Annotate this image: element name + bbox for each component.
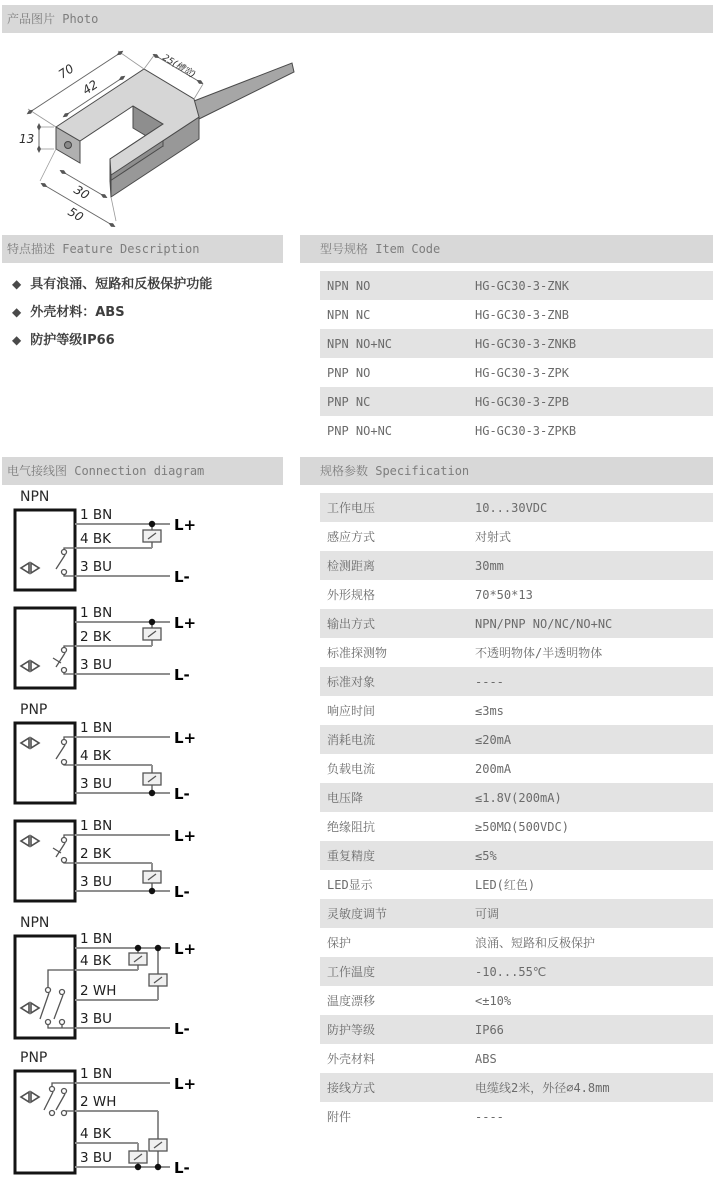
wiring-diagram-svg [12, 604, 212, 694]
svg-text:4 BK: 4 BK [80, 953, 111, 969]
row-label: 温度漂移 [327, 994, 376, 1008]
row-value: 浪涌、短路和反极保护 [475, 936, 596, 950]
row-value: ≥50MΩ(500VDC) [475, 819, 569, 834]
dim-slot-width: 30 [71, 182, 92, 203]
row-value: LED(红色) [475, 878, 536, 892]
item-code-table [320, 271, 713, 445]
row-label: 感应方式 [327, 530, 376, 544]
photo-section-header: 产品图片 Photo [2, 5, 713, 33]
row-label: PNP NO [327, 365, 371, 380]
connection-diagram [12, 489, 300, 600]
diagram-type-label: PNP [20, 1050, 48, 1066]
svg-text:L+: L+ [174, 827, 197, 845]
spec-table [320, 493, 713, 1131]
table-row [320, 271, 713, 300]
features-itemcode-section [2, 235, 713, 445]
svg-text:L+: L+ [174, 1075, 197, 1093]
row-label: 负载电流 [327, 762, 376, 776]
diamond-bullet-icon: ◆ [12, 305, 22, 319]
connection-diagram [12, 817, 300, 911]
row-label: 工作温度 [327, 965, 376, 979]
row-label: 重复精度 [327, 849, 376, 863]
diamond-bullet-icon: ◆ [12, 277, 22, 291]
specification-header: 规格参数 Specification [300, 457, 713, 485]
table-row [320, 416, 713, 445]
row-label: 灵敏度调节 [327, 907, 388, 921]
feature-item [12, 273, 300, 292]
row-label: 接线方式 [327, 1081, 376, 1095]
table-row [320, 928, 713, 957]
row-label: NPN NC [327, 307, 371, 322]
table-row [320, 812, 713, 841]
row-value: ≤3ms [475, 703, 504, 718]
row-value: ≤5% [475, 848, 497, 863]
svg-text:3 BU: 3 BU [80, 559, 113, 575]
row-value: 不透明物体/半透明物体 [475, 646, 603, 660]
svg-text:L-: L- [174, 666, 190, 684]
table-row [320, 783, 713, 812]
table-row [320, 754, 713, 783]
svg-text:3 BU: 3 BU [80, 874, 113, 890]
connection-diagram [12, 915, 300, 1046]
wiring-diagram-svg [12, 1067, 212, 1177]
connection-diagrams [12, 489, 300, 1181]
diagram-spec-section [2, 457, 713, 1185]
dim-length: 70 [55, 61, 77, 82]
row-label: NPN NO [327, 278, 371, 293]
row-value: NPN/PNP NO/NC/NO+NC [475, 616, 613, 631]
row-label: PNP NC [327, 394, 371, 409]
row-value: ---- [475, 1109, 504, 1124]
feature-text: 外壳材料：ABS [30, 305, 125, 320]
table-row [320, 551, 713, 580]
svg-text:1 BN: 1 BN [80, 818, 113, 834]
row-label: 绝缘阻抗 [327, 820, 376, 834]
table-row [320, 1015, 713, 1044]
feature-item [12, 301, 300, 320]
dim-width: 50 [65, 204, 86, 225]
row-label: 附件 [327, 1110, 352, 1124]
svg-text:L+: L+ [174, 729, 197, 747]
svg-text:1 BN: 1 BN [80, 605, 113, 621]
svg-text:L+: L+ [174, 614, 197, 632]
row-value: ---- [475, 674, 504, 689]
table-row [320, 638, 713, 667]
feature-list [12, 273, 300, 348]
svg-text:L-: L- [174, 1159, 190, 1177]
row-label: LED显示 [327, 878, 373, 892]
diagram-type-label: NPN [20, 489, 50, 505]
svg-text:L-: L- [174, 1020, 190, 1038]
dim-top-width: 25(槽宽) [160, 52, 197, 81]
svg-text:4 BK: 4 BK [80, 1126, 111, 1142]
row-value: HG-GC30-3-ZPKB [475, 423, 577, 438]
row-value: 30mm [475, 558, 504, 573]
table-row [320, 387, 713, 416]
product-drawing [6, 39, 326, 231]
diagram-type-label: PNP [20, 702, 48, 718]
feature-text: 防护等级IP66 [30, 333, 115, 348]
table-row [320, 841, 713, 870]
table-row [320, 609, 713, 638]
table-row [320, 725, 713, 754]
row-label: 标准对象 [327, 675, 376, 689]
led-indicator [65, 142, 72, 149]
features-header: 特点描述 Feature Description [2, 235, 283, 263]
svg-text:L-: L- [174, 785, 190, 803]
diagram-type-label: NPN [20, 915, 50, 931]
svg-text:3 BU: 3 BU [80, 657, 113, 673]
row-label: 外壳材料 [327, 1052, 376, 1066]
row-label: 标准探测物 [327, 646, 388, 660]
row-label: 电压降 [327, 791, 364, 805]
row-value: -10...55℃ [475, 964, 547, 979]
row-label: 保护 [327, 936, 352, 950]
row-value: 电缆线2米，外径∅4.8mm [475, 1081, 610, 1095]
diamond-bullet-icon: ◆ [12, 333, 22, 347]
table-row [320, 696, 713, 725]
table-row [320, 1073, 713, 1102]
product-photo-area [2, 33, 713, 233]
row-label: 消耗电流 [327, 733, 376, 747]
table-row [320, 493, 713, 522]
table-row [320, 870, 713, 899]
table-row [320, 522, 713, 551]
table-row [320, 358, 713, 387]
connection-diagram [12, 702, 300, 813]
row-label: 输出方式 [327, 617, 376, 631]
row-label: 检测距离 [327, 559, 376, 573]
row-label: PNP NO+NC [327, 423, 393, 438]
table-row [320, 667, 713, 696]
row-label: NPN NO+NC [327, 336, 393, 351]
datasheet-page [2, 5, 713, 1185]
item-code-header: 型号规格 Item Code [300, 235, 713, 263]
wiring-diagram-svg [12, 817, 212, 907]
svg-text:L-: L- [174, 568, 190, 586]
svg-text:2 WH: 2 WH [80, 1094, 117, 1110]
row-label: 工作电压 [327, 501, 376, 515]
row-value: 200mA [475, 761, 512, 776]
row-value: HG-GC30-3-ZNK [475, 278, 569, 293]
row-value: 70*50*13 [475, 587, 533, 602]
row-value: ABS [475, 1051, 497, 1066]
row-label: 防护等级 [327, 1023, 376, 1037]
svg-text:1 BN: 1 BN [80, 932, 113, 947]
row-value: <±10% [475, 993, 512, 1008]
row-value: HG-GC30-3-ZPK [475, 365, 569, 380]
wiring-diagram-svg [12, 932, 212, 1042]
table-row [320, 580, 713, 609]
svg-text:2 BK: 2 BK [80, 629, 111, 645]
wiring-diagram-svg [12, 719, 212, 809]
row-value: IP66 [475, 1022, 504, 1037]
dim-thickness: 13 [19, 132, 35, 146]
svg-text:1 BN: 1 BN [80, 720, 113, 736]
svg-text:1 BN: 1 BN [80, 1067, 113, 1082]
svg-text:1 BN: 1 BN [80, 507, 113, 523]
connection-diagram [12, 1050, 300, 1181]
row-value: ≤1.8V(200mA) [475, 790, 562, 805]
row-value: 10...30VDC [475, 500, 548, 515]
svg-text:3 BU: 3 BU [80, 776, 113, 792]
row-value: HG-GC30-3-ZPB [475, 394, 569, 409]
table-row [320, 986, 713, 1015]
feature-text: 具有浪涌、短路和反极保护功能 [30, 277, 213, 292]
row-value: 对射式 [475, 530, 512, 544]
cable [194, 63, 294, 119]
table-row [320, 300, 713, 329]
svg-text:2 WH: 2 WH [80, 983, 117, 999]
row-value: 可调 [475, 907, 500, 921]
svg-text:2 BK: 2 BK [80, 846, 111, 862]
svg-text:4 BK: 4 BK [80, 531, 111, 547]
table-row [320, 1044, 713, 1073]
svg-text:L-: L- [174, 883, 190, 901]
feature-item [12, 329, 300, 348]
row-value: HG-GC30-3-ZNB [475, 307, 569, 322]
connection-diagram-header: 电气接线图 Connection diagram [2, 457, 283, 485]
row-label: 响应时间 [327, 704, 376, 718]
table-row [320, 899, 713, 928]
svg-text:3 BU: 3 BU [80, 1011, 113, 1027]
svg-text:3 BU: 3 BU [80, 1150, 113, 1166]
table-row [320, 329, 713, 358]
svg-text:L+: L+ [174, 940, 197, 958]
row-value: ≤20mA [475, 732, 512, 747]
row-value: HG-GC30-3-ZNKB [475, 336, 577, 351]
table-row [320, 957, 713, 986]
table-row [320, 1102, 713, 1131]
svg-text:4 BK: 4 BK [80, 748, 111, 764]
row-label: 外形规格 [327, 588, 376, 602]
wiring-diagram-svg [12, 506, 212, 596]
connection-diagram [12, 604, 300, 698]
svg-text:L+: L+ [174, 516, 197, 534]
dim-inner-length: 42 [79, 77, 101, 98]
